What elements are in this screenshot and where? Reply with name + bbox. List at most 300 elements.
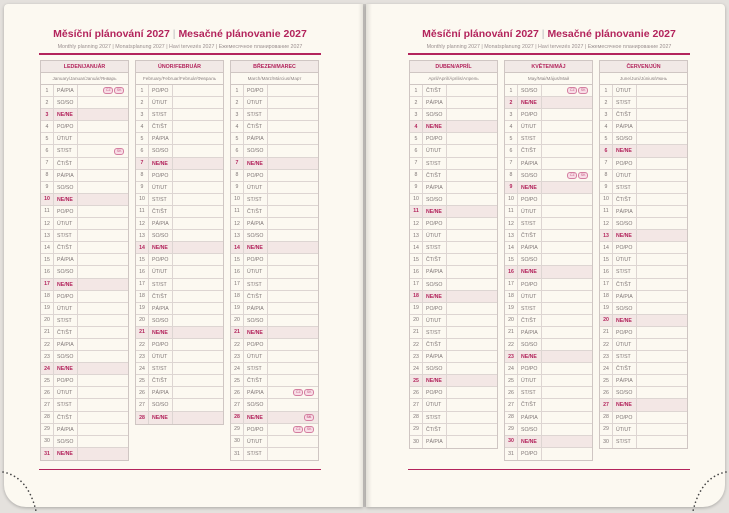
day-row[interactable] bbox=[600, 303, 687, 315]
day-row[interactable] bbox=[410, 351, 497, 363]
weekday-label: NE/NE bbox=[53, 363, 78, 374]
weekday-label: ST/ST bbox=[53, 145, 78, 156]
day-row[interactable] bbox=[41, 327, 128, 339]
day-row[interactable] bbox=[600, 279, 687, 291]
day-row[interactable] bbox=[505, 387, 592, 399]
weekday-label: ČT/ŠT bbox=[517, 230, 542, 241]
day-row[interactable] bbox=[505, 279, 592, 291]
day-row[interactable] bbox=[41, 315, 128, 327]
title-sk: Mesačné plánovanie 2027 bbox=[547, 28, 676, 40]
divider bbox=[39, 53, 321, 55]
day-row[interactable] bbox=[136, 182, 223, 194]
day-row[interactable] bbox=[505, 133, 592, 145]
day-row[interactable] bbox=[410, 170, 497, 182]
weekday-label: SO/SO bbox=[612, 303, 637, 314]
month-1 bbox=[40, 60, 129, 461]
day-number: 4 bbox=[45, 123, 49, 130]
day-number: 12 bbox=[603, 220, 609, 227]
month-6 bbox=[599, 60, 688, 449]
book-gutter bbox=[358, 4, 372, 507]
day-number: 18 bbox=[413, 293, 419, 300]
note-area[interactable] bbox=[268, 389, 318, 396]
day-row[interactable] bbox=[231, 363, 318, 375]
day-row[interactable] bbox=[231, 351, 318, 363]
weekday-label: ÚT/UT bbox=[612, 170, 637, 181]
day-row[interactable] bbox=[600, 182, 687, 194]
day-row[interactable] bbox=[41, 194, 128, 206]
note-area[interactable] bbox=[268, 426, 318, 433]
day-row[interactable] bbox=[600, 230, 687, 242]
day-row[interactable] bbox=[410, 97, 497, 109]
day-row[interactable] bbox=[505, 291, 592, 303]
day-row[interactable] bbox=[600, 291, 687, 303]
day-row[interactable] bbox=[231, 218, 318, 230]
day-row[interactable] bbox=[410, 109, 497, 121]
day-row[interactable] bbox=[231, 327, 318, 339]
month-name: ÚNOR/FEBRUÁR bbox=[136, 61, 223, 73]
day-row[interactable] bbox=[410, 145, 497, 157]
day-row[interactable] bbox=[600, 351, 687, 363]
day-row[interactable] bbox=[410, 339, 497, 351]
day-row[interactable] bbox=[600, 399, 687, 411]
day-number: 31 bbox=[508, 450, 514, 457]
day-number: 25 bbox=[234, 377, 240, 384]
day-number: 2 bbox=[509, 99, 513, 106]
note-area[interactable] bbox=[78, 148, 128, 155]
day-number: 3 bbox=[509, 111, 513, 118]
day-row[interactable] bbox=[505, 266, 592, 278]
day-row[interactable] bbox=[231, 206, 318, 218]
day-row[interactable] bbox=[410, 436, 497, 448]
day-number: 29 bbox=[234, 426, 240, 433]
day-row[interactable] bbox=[136, 109, 223, 121]
weekday-label: ČT/ŠT bbox=[148, 291, 173, 302]
weekday-label: PÁ/PIA bbox=[53, 254, 78, 265]
day-number: 22 bbox=[603, 341, 609, 348]
day-row[interactable] bbox=[136, 230, 223, 242]
day-row[interactable] bbox=[136, 145, 223, 157]
day-row[interactable] bbox=[231, 170, 318, 182]
day-row[interactable] bbox=[41, 133, 128, 145]
day-row[interactable] bbox=[41, 448, 128, 460]
month-name: ČERVEN/JÚN bbox=[600, 61, 687, 73]
day-number: 16 bbox=[139, 268, 145, 275]
weekday-label: PO/PO bbox=[422, 387, 447, 398]
day-number: 6 bbox=[45, 148, 49, 155]
day-number: 18 bbox=[44, 293, 50, 300]
weekday-label: ČT/ŠT bbox=[422, 339, 447, 350]
day-number: 11 bbox=[234, 208, 240, 215]
day-row[interactable] bbox=[136, 242, 223, 254]
day-number: 6 bbox=[414, 148, 418, 155]
day-row[interactable] bbox=[600, 412, 687, 424]
day-number: 24 bbox=[139, 365, 145, 372]
day-row[interactable] bbox=[136, 254, 223, 266]
note-area[interactable] bbox=[268, 414, 318, 421]
day-row[interactable] bbox=[136, 315, 223, 327]
day-row[interactable] bbox=[136, 133, 223, 145]
weekday-label: ÚT/UT bbox=[422, 145, 447, 156]
day-row[interactable] bbox=[600, 170, 687, 182]
day-number: 6 bbox=[509, 148, 513, 155]
day-number: 26 bbox=[413, 389, 419, 396]
day-row[interactable] bbox=[231, 121, 318, 133]
weekday-label: ST/ST bbox=[517, 218, 542, 229]
day-row[interactable] bbox=[600, 158, 687, 170]
day-row[interactable] bbox=[600, 242, 687, 254]
day-row[interactable] bbox=[505, 375, 592, 387]
day-number: 2 bbox=[235, 99, 239, 106]
day-row[interactable] bbox=[41, 266, 128, 278]
holiday-marker-sk: SK bbox=[304, 426, 314, 433]
day-row[interactable] bbox=[136, 194, 223, 206]
day-number: 15 bbox=[508, 256, 514, 263]
day-row[interactable] bbox=[41, 182, 128, 194]
day-row[interactable] bbox=[41, 279, 128, 291]
weekday-label: PO/PO bbox=[148, 85, 173, 96]
day-row[interactable] bbox=[505, 230, 592, 242]
day-row[interactable] bbox=[410, 291, 497, 303]
day-row[interactable] bbox=[136, 351, 223, 363]
day-row[interactable] bbox=[231, 412, 318, 424]
day-row[interactable] bbox=[600, 109, 687, 121]
day-row[interactable] bbox=[410, 194, 497, 206]
day-row[interactable] bbox=[505, 412, 592, 424]
day-row[interactable] bbox=[600, 97, 687, 109]
weekday-label: PO/PO bbox=[148, 170, 173, 181]
day-number: 21 bbox=[139, 329, 145, 336]
day-row[interactable] bbox=[410, 182, 497, 194]
weekday-label: ČT/ŠT bbox=[612, 363, 637, 374]
title-separator: | bbox=[541, 28, 545, 40]
page-subtitle-left: Monthly planning 2027 | Monatsplanung 2027 | Havi tervezés 2027 | Ежемесячное планирование 2027 bbox=[57, 44, 303, 50]
day-row[interactable] bbox=[600, 266, 687, 278]
weekday-label: ST/ST bbox=[422, 242, 447, 253]
day-row[interactable] bbox=[410, 121, 497, 133]
day-number: 23 bbox=[603, 353, 609, 360]
day-row[interactable] bbox=[41, 399, 128, 411]
day-row[interactable] bbox=[136, 279, 223, 291]
weekday-label: SO/SO bbox=[53, 266, 78, 277]
weekday-label: ČT/ŠT bbox=[243, 121, 268, 132]
day-row[interactable] bbox=[136, 85, 223, 97]
day-row[interactable] bbox=[410, 230, 497, 242]
day-row[interactable] bbox=[600, 375, 687, 387]
day-number: 19 bbox=[413, 305, 419, 312]
day-row[interactable] bbox=[231, 399, 318, 411]
weekday-label: ST/ST bbox=[243, 363, 268, 374]
day-row[interactable] bbox=[505, 158, 592, 170]
weekday-label: ST/ST bbox=[422, 158, 447, 169]
day-number: 20 bbox=[44, 317, 50, 324]
weekday-label: ČT/ŠT bbox=[53, 412, 78, 423]
day-row[interactable] bbox=[231, 339, 318, 351]
day-row[interactable] bbox=[600, 387, 687, 399]
day-row[interactable] bbox=[136, 170, 223, 182]
day-row[interactable] bbox=[231, 254, 318, 266]
month-3 bbox=[230, 60, 319, 461]
note-area[interactable] bbox=[78, 87, 128, 94]
weekday-label: PÁ/PIA bbox=[422, 351, 447, 362]
day-row[interactable] bbox=[136, 375, 223, 387]
day-row[interactable] bbox=[231, 182, 318, 194]
day-row[interactable] bbox=[231, 194, 318, 206]
weekday-label: SO/SO bbox=[53, 182, 78, 193]
weekday-label: NE/NE bbox=[422, 375, 447, 386]
day-row[interactable] bbox=[136, 291, 223, 303]
day-number: 2 bbox=[604, 99, 608, 106]
weekday-label: ČT/ŠT bbox=[612, 279, 637, 290]
title-separator: | bbox=[172, 28, 176, 40]
day-row[interactable] bbox=[231, 158, 318, 170]
day-number: 15 bbox=[413, 256, 419, 263]
day-row[interactable] bbox=[136, 339, 223, 351]
month-subtitle: January/Januar/Január/Январь bbox=[41, 73, 128, 85]
day-row[interactable] bbox=[136, 266, 223, 278]
weekday-label: ST/ST bbox=[243, 109, 268, 120]
weekday-label: ÚT/UT bbox=[612, 339, 637, 350]
title-cz: Měsíční plánování 2027 bbox=[53, 28, 170, 40]
day-row[interactable] bbox=[41, 424, 128, 436]
day-row[interactable] bbox=[505, 218, 592, 230]
day-row[interactable] bbox=[600, 339, 687, 351]
day-row[interactable] bbox=[231, 303, 318, 315]
day-row[interactable] bbox=[505, 194, 592, 206]
weekday-label: SO/SO bbox=[612, 387, 637, 398]
day-row[interactable] bbox=[505, 206, 592, 218]
day-row[interactable] bbox=[136, 158, 223, 170]
day-row[interactable] bbox=[410, 315, 497, 327]
day-row[interactable] bbox=[41, 85, 128, 97]
weekday-label: ÚT/UT bbox=[422, 230, 447, 241]
weekday-label: NE/NE bbox=[517, 266, 542, 277]
day-number: 19 bbox=[508, 305, 514, 312]
day-row[interactable] bbox=[136, 97, 223, 109]
weekday-label: ÚT/UT bbox=[517, 375, 542, 386]
day-row[interactable] bbox=[600, 254, 687, 266]
day-row[interactable] bbox=[410, 399, 497, 411]
day-row[interactable] bbox=[410, 412, 497, 424]
day-row[interactable] bbox=[231, 230, 318, 242]
day-row[interactable] bbox=[136, 218, 223, 230]
day-row[interactable] bbox=[410, 327, 497, 339]
day-number: 12 bbox=[139, 220, 145, 227]
day-row[interactable] bbox=[505, 448, 592, 460]
day-row[interactable] bbox=[41, 145, 128, 157]
day-row[interactable] bbox=[410, 206, 497, 218]
day-row[interactable] bbox=[136, 327, 223, 339]
day-number: 30 bbox=[234, 438, 240, 445]
day-row[interactable] bbox=[136, 303, 223, 315]
day-row[interactable] bbox=[136, 363, 223, 375]
weekday-label: PÁ/PIA bbox=[612, 121, 637, 132]
day-number: 25 bbox=[44, 377, 50, 384]
day-row[interactable] bbox=[231, 448, 318, 460]
day-number: 4 bbox=[140, 123, 144, 130]
day-row[interactable] bbox=[231, 375, 318, 387]
day-row[interactable] bbox=[600, 206, 687, 218]
day-row[interactable] bbox=[41, 436, 128, 448]
day-row[interactable] bbox=[600, 145, 687, 157]
day-row[interactable] bbox=[600, 121, 687, 133]
weekday-label: NE/NE bbox=[53, 279, 78, 290]
day-row[interactable] bbox=[505, 242, 592, 254]
weekday-label: ČT/ŠT bbox=[422, 424, 447, 435]
weekday-label: PÁ/PIA bbox=[243, 133, 268, 144]
note-area[interactable] bbox=[542, 172, 592, 179]
day-row[interactable] bbox=[136, 399, 223, 411]
day-row[interactable] bbox=[410, 254, 497, 266]
divider bbox=[408, 469, 690, 470]
day-row[interactable] bbox=[41, 230, 128, 242]
day-row[interactable] bbox=[505, 351, 592, 363]
day-row[interactable] bbox=[136, 387, 223, 399]
day-row[interactable] bbox=[410, 279, 497, 291]
day-row[interactable] bbox=[136, 206, 223, 218]
day-row[interactable] bbox=[505, 327, 592, 339]
day-row[interactable] bbox=[231, 97, 318, 109]
day-row[interactable] bbox=[41, 158, 128, 170]
day-row[interactable] bbox=[505, 182, 592, 194]
day-row[interactable] bbox=[41, 291, 128, 303]
day-row[interactable] bbox=[600, 424, 687, 436]
day-row[interactable] bbox=[505, 121, 592, 133]
weekday-label: ST/ST bbox=[612, 351, 637, 362]
weekday-label: ST/ST bbox=[612, 182, 637, 193]
day-number: 28 bbox=[139, 414, 145, 421]
day-row[interactable] bbox=[410, 303, 497, 315]
day-number: 12 bbox=[44, 220, 50, 227]
day-row[interactable] bbox=[505, 170, 592, 182]
weekday-label: ÚT/UT bbox=[517, 291, 542, 302]
day-row[interactable] bbox=[231, 291, 318, 303]
day-row[interactable] bbox=[231, 242, 318, 254]
day-number: 14 bbox=[603, 244, 609, 251]
weekday-label: SO/SO bbox=[148, 315, 173, 326]
weekday-label: PO/PO bbox=[422, 133, 447, 144]
day-row[interactable] bbox=[600, 363, 687, 375]
day-number: 30 bbox=[413, 438, 419, 445]
day-number: 8 bbox=[235, 172, 239, 179]
weekday-label: SO/SO bbox=[517, 170, 542, 181]
day-row[interactable] bbox=[505, 303, 592, 315]
day-row[interactable] bbox=[505, 315, 592, 327]
day-number: 18 bbox=[234, 293, 240, 300]
day-number: 26 bbox=[139, 389, 145, 396]
weekday-label: ČT/ŠT bbox=[53, 242, 78, 253]
day-number: 7 bbox=[140, 160, 144, 167]
day-row[interactable] bbox=[505, 424, 592, 436]
day-row[interactable] bbox=[231, 424, 318, 436]
day-row[interactable] bbox=[41, 339, 128, 351]
day-row[interactable] bbox=[231, 133, 318, 145]
day-row[interactable] bbox=[41, 242, 128, 254]
day-row[interactable] bbox=[41, 97, 128, 109]
day-row[interactable] bbox=[505, 363, 592, 375]
day-row[interactable] bbox=[410, 375, 497, 387]
day-row[interactable] bbox=[410, 266, 497, 278]
day-row[interactable] bbox=[231, 387, 318, 399]
day-row[interactable] bbox=[410, 218, 497, 230]
day-row[interactable] bbox=[41, 387, 128, 399]
day-row[interactable] bbox=[410, 133, 497, 145]
day-row[interactable] bbox=[410, 158, 497, 170]
weekday-label: PÁ/PIA bbox=[517, 158, 542, 169]
day-row[interactable] bbox=[410, 424, 497, 436]
day-row[interactable] bbox=[505, 97, 592, 109]
day-row[interactable] bbox=[600, 85, 687, 97]
day-row[interactable] bbox=[41, 109, 128, 121]
day-row[interactable] bbox=[136, 412, 223, 424]
day-row[interactable] bbox=[231, 266, 318, 278]
day-row[interactable] bbox=[41, 375, 128, 387]
day-row[interactable] bbox=[600, 436, 687, 448]
day-row[interactable] bbox=[600, 218, 687, 230]
day-row[interactable] bbox=[41, 206, 128, 218]
day-row[interactable] bbox=[41, 363, 128, 375]
day-number: 22 bbox=[508, 341, 514, 348]
day-row[interactable] bbox=[410, 85, 497, 97]
day-row[interactable] bbox=[600, 327, 687, 339]
day-row[interactable] bbox=[231, 145, 318, 157]
day-row[interactable] bbox=[600, 194, 687, 206]
day-row[interactable] bbox=[231, 109, 318, 121]
day-row[interactable] bbox=[505, 339, 592, 351]
day-row[interactable] bbox=[410, 387, 497, 399]
day-row[interactable] bbox=[231, 85, 318, 97]
day-number: 31 bbox=[44, 450, 50, 457]
day-row[interactable] bbox=[231, 279, 318, 291]
day-row[interactable] bbox=[41, 303, 128, 315]
weekday-label: PÁ/PIA bbox=[243, 387, 268, 398]
day-number: 19 bbox=[139, 305, 145, 312]
weekday-label: PÁ/PIA bbox=[243, 218, 268, 229]
day-row[interactable] bbox=[505, 109, 592, 121]
day-row[interactable] bbox=[600, 133, 687, 145]
day-row[interactable] bbox=[136, 121, 223, 133]
day-row[interactable] bbox=[505, 85, 592, 97]
day-row[interactable] bbox=[505, 436, 592, 448]
day-number: 27 bbox=[139, 401, 145, 408]
note-area[interactable] bbox=[542, 87, 592, 94]
day-row[interactable] bbox=[600, 315, 687, 327]
weekday-label: PÁ/PIA bbox=[148, 303, 173, 314]
day-row[interactable] bbox=[410, 363, 497, 375]
day-row[interactable] bbox=[41, 412, 128, 424]
day-number: 3 bbox=[235, 111, 239, 118]
corner-dots-decoration bbox=[684, 463, 729, 513]
day-row[interactable] bbox=[410, 242, 497, 254]
day-number: 28 bbox=[413, 414, 419, 421]
weekday-label: ÚT/UT bbox=[53, 387, 78, 398]
day-row[interactable] bbox=[41, 218, 128, 230]
day-row[interactable] bbox=[41, 121, 128, 133]
day-row[interactable] bbox=[231, 436, 318, 448]
weekday-label: PÁ/PIA bbox=[422, 436, 447, 448]
day-row[interactable] bbox=[41, 170, 128, 182]
day-number: 14 bbox=[234, 244, 240, 251]
day-row[interactable] bbox=[231, 315, 318, 327]
day-number: 13 bbox=[139, 232, 145, 239]
day-row[interactable] bbox=[41, 351, 128, 363]
day-row[interactable] bbox=[41, 254, 128, 266]
day-row[interactable] bbox=[505, 145, 592, 157]
weekday-label: PO/PO bbox=[53, 121, 78, 132]
day-row[interactable] bbox=[505, 399, 592, 411]
weekday-label: SO/SO bbox=[422, 109, 447, 120]
month-subtitle: May/Mai/Május/Май bbox=[505, 73, 592, 85]
day-row[interactable] bbox=[505, 254, 592, 266]
